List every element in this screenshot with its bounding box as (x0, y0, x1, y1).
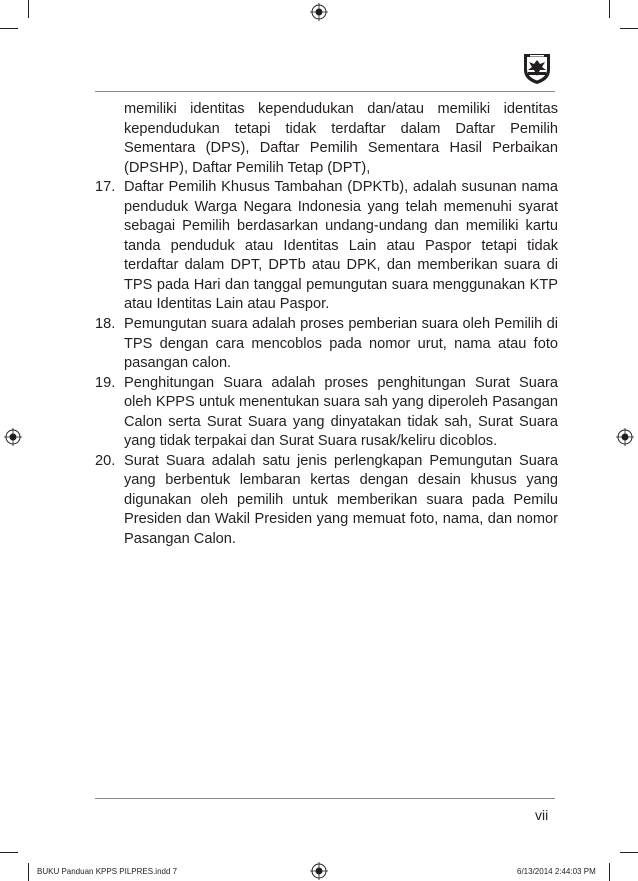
crop-mark-top-right-v (609, 0, 610, 18)
kpu-garuda-emblem-icon (519, 50, 555, 86)
list-item-text: Surat Suara adalah satu jenis perlengkapan Pemungutan Suara yang berbentuk lembaran kertas dengan desain khusus yang digunakan oleh pemilih untuk memberikan suara pada Pemilu Presiden dan Wakil Presiden yang memuat foto, nama, dan nomor Pasangan Calon. (124, 452, 558, 548)
registration-mark-bottom-icon (310, 862, 328, 880)
crop-mark-top-right-h (620, 28, 638, 29)
list-item-text: Penghitungan Suara adalah proses penghitungan Surat Suara oleh KPPS untuk menentukan suara sah yang diperoleh Pasangan Calon serta Surat Suara yang dinyatakan tidak sah, Surat Suara yang tidak terpakai dan Surat Suara rusak/keliru dicoblos. (124, 374, 558, 450)
list-item (95, 452, 558, 550)
list-item-number: 20. (95, 452, 116, 469)
crop-mark-top-left-v (28, 0, 29, 18)
crop-mark-bottom-right-h (620, 852, 638, 853)
list-item (95, 315, 558, 374)
slug-filename: BUKU Panduan KPPS PILPRES.indd 7 (37, 867, 178, 876)
list-item-number: 17. (95, 179, 116, 196)
crop-mark-top-left-h (0, 28, 18, 29)
registration-mark-right-icon (616, 428, 634, 446)
registration-mark-left-icon (4, 428, 22, 446)
list-item-number: 18. (95, 316, 116, 333)
list-item-text: Daftar Pemilih Khusus Tambahan (DPKTb), adalah susunan nama penduduk Warga Negara Indonesia yang telah memenuhi syarat sebagai Pemilih berdasarkan undang-undang dan memiliki kartu tanda penduduk atau Identitas Lain atau Paspor tetapi tidak terdaftar dalam DPT, DPTb atau DPK, dan memberikan suara di TPS pada Hari dan tanggal pemungutan suara menggunakan KTP atau Identitas Lain atau Paspor. (124, 179, 558, 313)
crop-mark-bottom-left-h (0, 852, 18, 853)
page-number: vii (535, 807, 549, 823)
list-item (95, 374, 558, 452)
list-item-number: 19. (95, 374, 116, 391)
footer-rule (95, 798, 555, 799)
list-item-text: Pemungutan suara adalah proses pemberian suara oleh Pemilih di TPS dengan cara mencoblos pada nomor urut, nama atau foto pasangan calon. (124, 316, 558, 372)
crop-mark-bottom-right-v (609, 863, 610, 881)
header-rule (95, 91, 555, 92)
continued-paragraph: memiliki identitas kependudukan dan/atau memiliki identitas kependudukan tetapi tidak terdaftar dalam Daftar Pemilih Sementara (DPS), Daftar Pemilih Sementara Hasil Perbaikan (DPSHP), Daftar Pemilih Tetap (DPT), (124, 101, 558, 176)
slug-timestamp: 6/13/2014 2:44:03 PM (517, 867, 596, 876)
registration-mark-top-icon (310, 3, 328, 21)
body-text (95, 100, 558, 550)
list-item (95, 178, 558, 315)
crop-mark-bottom-left-v (28, 863, 29, 881)
